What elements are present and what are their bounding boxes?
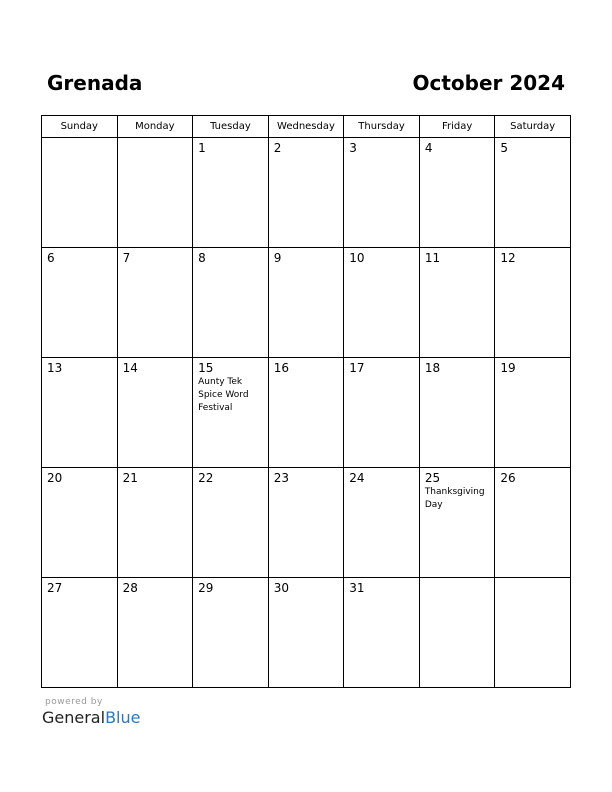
day-cell: [117, 358, 193, 468]
day-number: 13: [47, 361, 63, 375]
day-number: 12: [500, 251, 516, 265]
day-number: 8: [198, 251, 206, 265]
day-cell: [117, 248, 193, 358]
day-cell: [268, 138, 344, 248]
day-cell: [117, 578, 193, 688]
country-title: Grenada: [47, 71, 143, 95]
day-number: 17: [349, 361, 365, 375]
day-number: 19: [500, 361, 516, 375]
day-number: 22: [198, 471, 214, 485]
day-number: 14: [122, 361, 138, 375]
day-cell: [419, 578, 495, 688]
brand-general: General: [42, 708, 106, 727]
day-cell: [117, 468, 193, 578]
day-number: 2: [273, 141, 282, 155]
day-cell: [495, 358, 571, 468]
day-cell: [268, 248, 344, 358]
day-cell: [419, 138, 495, 248]
day-cell: [193, 138, 269, 248]
day-number: 4: [424, 141, 433, 155]
day-cell: [193, 578, 269, 688]
day-cell: [193, 248, 269, 358]
calendar-grid: [41, 115, 571, 688]
day-number: 15: [198, 361, 214, 375]
day-number: 10: [349, 251, 365, 265]
day-cell: [419, 468, 495, 578]
day-cell: [344, 578, 420, 688]
day-cell: [344, 358, 420, 468]
brand-blue: Blue: [105, 708, 141, 727]
weekday-header: Thursday: [344, 116, 420, 138]
day-cell: [42, 248, 118, 358]
weekday-header: Sunday: [42, 116, 118, 138]
week-row: [42, 358, 571, 468]
day-cell: [117, 138, 193, 248]
day-cell: [268, 578, 344, 688]
day-number: 5: [500, 141, 509, 155]
day-cell: [344, 138, 420, 248]
weekday-header-row: [42, 116, 571, 138]
day-number: 27: [47, 581, 63, 595]
day-number: 21: [122, 471, 138, 485]
holiday-event: Aunty Tek Spice Word Festival: [198, 377, 249, 413]
day-cell: [495, 468, 571, 578]
day-cell: [193, 358, 269, 468]
day-number: 23: [273, 471, 289, 485]
generalblue-logo[interactable]: [42, 708, 140, 727]
day-cell: [193, 468, 269, 578]
day-cell: [495, 138, 571, 248]
day-number: 7: [122, 251, 131, 265]
day-cell: [42, 138, 118, 248]
weekday-header: Wednesday: [268, 116, 344, 138]
day-number: 24: [349, 471, 365, 485]
day-number: 18: [424, 361, 441, 375]
day-number: 28: [122, 581, 138, 595]
day-cell: [42, 578, 118, 688]
weekday-header: Friday: [419, 116, 495, 138]
day-number: 20: [47, 471, 63, 485]
day-number: 11: [424, 251, 441, 265]
day-cell: [344, 468, 420, 578]
day-number: 3: [349, 141, 357, 155]
day-number: 1: [198, 141, 206, 155]
week-row: [42, 578, 571, 688]
week-row: [42, 138, 571, 248]
day-number: 16: [273, 361, 289, 375]
holiday-event: Thanksgiving Day: [424, 487, 485, 510]
day-number: 26: [500, 471, 516, 485]
weekday-header: Monday: [117, 116, 193, 138]
day-cell: [42, 468, 118, 578]
powered-by-label: powered by: [45, 697, 103, 707]
week-row: [42, 248, 571, 358]
day-cell: [419, 248, 495, 358]
day-cell: [495, 578, 571, 688]
day-cell: [268, 358, 344, 468]
weekday-header: Saturday: [495, 116, 571, 138]
week-row: [42, 468, 571, 578]
day-number: 31: [349, 581, 365, 595]
day-cell: [419, 358, 495, 468]
day-cell: [495, 248, 571, 358]
day-number: 6: [47, 251, 55, 265]
day-cell: [268, 468, 344, 578]
month-title: October 2024: [412, 71, 565, 95]
day-cell: [344, 248, 420, 358]
day-number: 29: [198, 581, 214, 595]
day-number: 30: [273, 581, 289, 595]
day-number: 9: [273, 251, 282, 265]
day-number: 25: [424, 471, 441, 485]
day-cell: [42, 358, 118, 468]
weekday-header: Tuesday: [193, 116, 269, 138]
